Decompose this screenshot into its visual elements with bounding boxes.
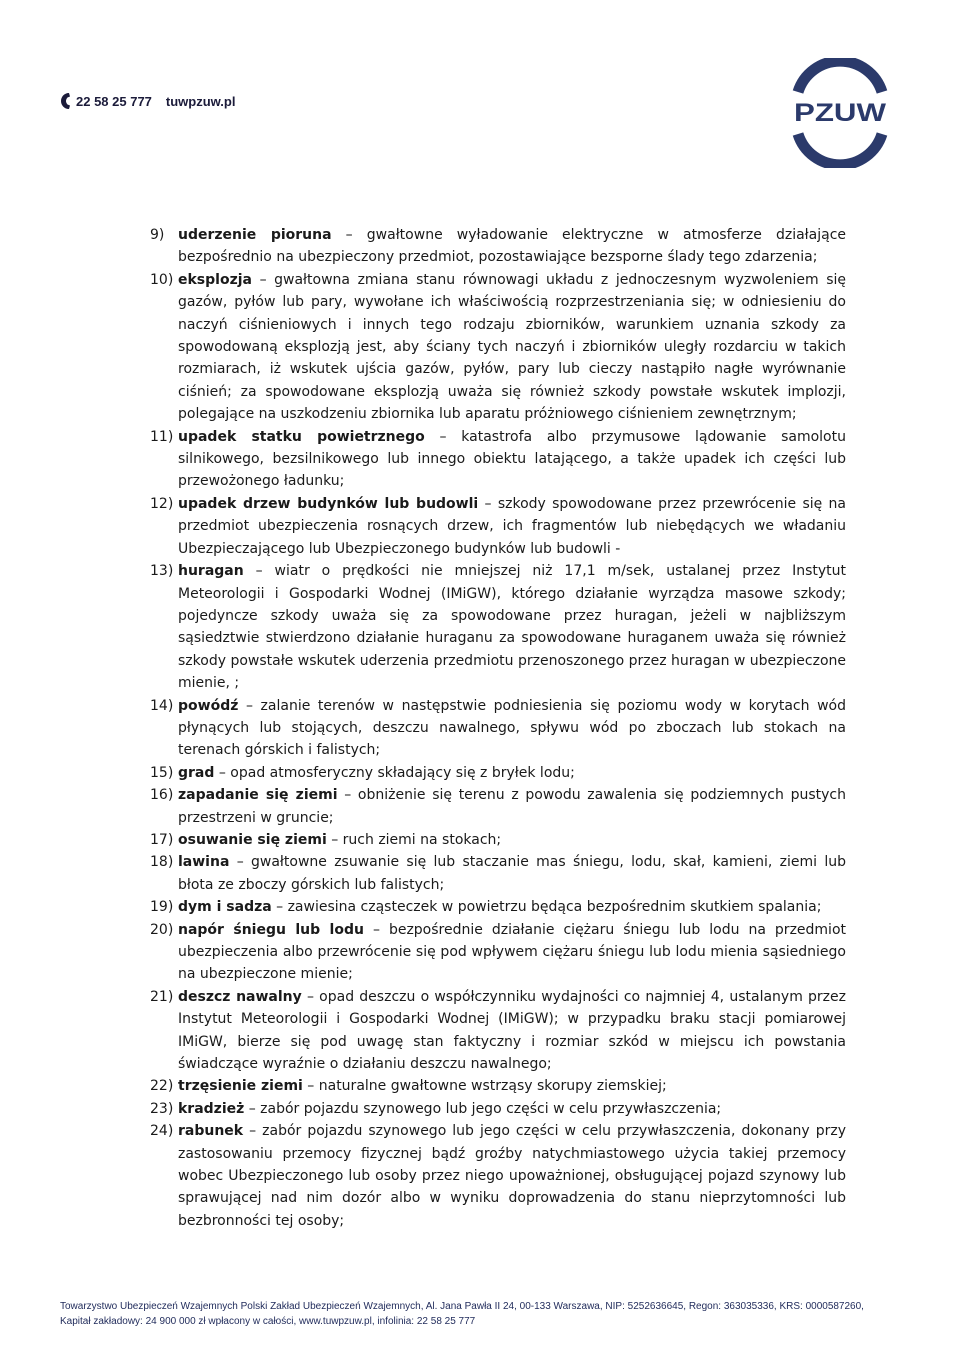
item-description: – naturalne gwałtowne wstrząsy skorupy ziemskiej;: [302, 1078, 667, 1095]
item-description: – zabór pojazdu szynowego lub jego części w celu przywłaszczenia, dokonany przy zastosowaniu przemocy fizycznej bądź groźby natychmiastowego użycia takiej przemocy wobec Ubezpieczonego lub osoby przez niego upoważnionej, obsługującej pojazd szynowy lub sprawującej nad nim dozór albo w wyniku doprowadzenia do stanu nieprzytomności lub bezbronności tej osoby;: [178, 1123, 846, 1229]
item-description: – opad atmosferyczny składający się z bryłek lodu;: [214, 764, 575, 781]
header-phone: 22 58 25 777: [76, 93, 152, 109]
logo-text: PZUW: [794, 99, 887, 127]
item-number: 9): [150, 227, 165, 243]
item-term: huragan: [178, 563, 244, 580]
item-term: kradzież: [178, 1100, 245, 1117]
item-description: – zalanie terenów w następstwie podniesienia się poziomu wody w korytach wód płynących lub stojących, deszczu nawalnego, spływu wód po zboczach lub stokach na terenach górskich i falistych;: [178, 697, 846, 759]
item-description: – zabór pojazdu szynowego lub jego części w celu przywłaszczenia;: [244, 1100, 722, 1117]
item-term: rabunek: [178, 1123, 244, 1140]
list-item: [150, 1098, 846, 1120]
item-term: deszcz nawalny: [178, 988, 302, 1005]
item-number: 10): [150, 271, 174, 288]
header-contact: [60, 92, 235, 110]
item-number: 19): [150, 899, 174, 916]
list-item: [150, 919, 846, 986]
item-text: [178, 560, 846, 694]
list-item: [150, 829, 846, 851]
item-text: [178, 1098, 846, 1120]
item-text: [178, 224, 846, 269]
item-description: – opad deszczu o współczynniku wydajności co najmniej 4, ustalanym przez Instytut Meteorologii i Gospodarki Wodnej (IMiGW); w przypadku braku stacji pomiarowej IMiGW, bierze się pod uwagę stan faktyczny i rozmiar szkód w miejscu ich powstania świadczące wyraźnie o działaniu deszczu nawalnego;: [178, 988, 846, 1073]
item-term: eksplozja: [178, 271, 252, 288]
item-term: upadek statku powietrznego: [178, 428, 425, 445]
item-description: – gwałtowna zmiana stanu równowagi układu z jednoczesnym wyzwoleniem się gazów, pyłów lub pary, wywołane ich właściwością rozprzestrzeniania się; w odniesieniu do naczyń ciśnieniowych i innych tego rodzaju zbiorników, warunkiem uznania szkody za spowodowaną eksplozją jest, aby ściany tych naczyń i zbiorników uległy rozdarciu w takich rozmiarach, iż wskutek ujścia gazów, pyłów, pary lub cieczy nastąpiło nagłe wyrównanie ciśnień; za spowodowane eksplozją uważa się również szkody powstałe wskutek implozji, polegające na uszkodzeniu zbiornika lub aparatu próżniowego ciśnieniem zewnętrznym;: [178, 271, 846, 423]
item-description: – ruch ziemi na stokach;: [326, 831, 502, 848]
item-number: 17): [150, 831, 174, 848]
item-text: [178, 426, 846, 493]
item-text: [178, 695, 846, 762]
item-term: lawina: [178, 854, 230, 871]
item-term: osuwanie się ziemi: [178, 831, 327, 848]
item-number: 15): [150, 764, 174, 781]
definitions-list: [150, 224, 846, 1232]
list-item: [150, 762, 846, 784]
item-term: powódź: [178, 697, 239, 714]
item-text: [178, 784, 846, 829]
header-website[interactable]: tuwpzuw.pl: [165, 93, 236, 109]
item-text: [178, 919, 846, 986]
item-number: 11): [150, 428, 174, 445]
item-number: 12): [150, 495, 174, 512]
item-text: [178, 493, 846, 560]
item-text: [178, 986, 846, 1076]
item-description: – gwałtowne zsuwanie się lub staczanie mas śniegu, lodu, skał, kamieni, ziemi lub błota ze zboczy górskich lub falistych;: [178, 854, 846, 893]
item-term: grad: [178, 764, 215, 781]
item-number: 20): [150, 921, 174, 938]
item-term: upadek drzew budynków lub budowli: [178, 495, 479, 512]
list-item: [150, 896, 846, 918]
item-term: napór śniegu lub lodu: [178, 921, 364, 938]
item-description: – bezpośrednie działanie ciężaru śniegu lub lodu na przedmiot ubezpieczenia albo przewrócenie się pod wpływem ciężaru śniegu lub lodu mienia sąsiedniego na ubezpieczone mienie;: [178, 921, 846, 983]
list-item: [150, 784, 846, 829]
item-text: [178, 269, 846, 426]
list-item: [150, 493, 846, 560]
list-item: [150, 1075, 846, 1097]
item-text: [178, 851, 846, 896]
item-description: – szkody spowodowane przez przewrócenie się na przedmiot ubezpieczenia rosnących drzew, ich fragmentów lub niebędących we władaniu Ubezpieczającego lub Ubezpieczonego budynków lub budowli -: [178, 495, 847, 557]
item-number: 24): [150, 1123, 174, 1140]
item-term: zapadanie się ziemi: [178, 787, 338, 804]
footer: [60, 1299, 920, 1329]
list-item: [150, 1120, 846, 1232]
item-text: [178, 896, 846, 918]
item-number: 22): [150, 1078, 174, 1095]
item-text: [178, 829, 846, 851]
list-item: [150, 269, 846, 426]
list-item: [150, 426, 846, 493]
list-item: [150, 560, 846, 694]
footer-line-2: Kapitał zakładowy: 24 900 000 zł wpłacony w całości, www.tuwpzuw.pl, infolinia: 22 58 25 777: [60, 1316, 476, 1327]
list-item: [150, 986, 846, 1076]
item-term: dym i sadza: [178, 899, 272, 916]
phone-icon: [60, 92, 72, 110]
item-description: – zawiesina cząsteczek w powietrzu będąca bezpośrednim skutkiem spalania;: [271, 899, 822, 916]
item-number: 14): [150, 697, 174, 714]
list-item: [150, 695, 846, 762]
item-number: 21): [150, 988, 174, 1005]
item-term: trzęsienie ziemi: [178, 1078, 303, 1095]
item-description: – obniżenie się terenu z powodu zawalenia się podziemnych pustych przestrzeni w gruncie;: [178, 787, 846, 826]
item-text: [178, 762, 846, 784]
footer-line-1: Towarzystwo Ubezpieczeń Wzajemnych Polski Zakład Ubezpieczeń Wzajemnych, Al. Jana Pawła II 24, 00-133 Warszawa, NIP: 5252636645, Regon: 363035336, KRS: 0000587260,: [60, 1301, 864, 1312]
item-number: 16): [150, 787, 174, 804]
item-description: – gwałtowne wyładowanie elektryczne w atmosferze działające bezpośrednio na ubezpieczony przedmiot, pozostawiające bezsporne ślady tego zdarzenia;: [178, 227, 847, 266]
item-description: – wiatr o prędkości nie mniejszej niż 17,1 m/sek, ustalanej przez Instytut Meteorologii i Gospodarki Wodnej (IMiGW), którego działanie wyrządza masowe szkody; pojedyncze szkody uważa się za spowodowane przez huragan, jeżeli w najbliższym sąsiedztwie stwierdzono działanie huraganu za spowodowane huraganem uważa się również szkody powstałe wskutek uderzenia przedmiotu przenoszonego przez huragan w ubezpieczone mienie, ;: [178, 563, 847, 692]
pzuw-logo: [790, 58, 890, 168]
item-text: [178, 1075, 846, 1097]
item-number: 13): [150, 563, 174, 580]
item-number: 18): [150, 854, 174, 871]
item-description: – katastrofa albo przymusowe lądowanie samolotu silnikowego, bezsilnikowego lub innego obiektu latającego, a także upadek ich części lub przewożonego ładunku;: [178, 428, 846, 490]
item-number: 23): [150, 1100, 174, 1117]
list-item: [150, 224, 846, 269]
item-text: [178, 1120, 846, 1232]
item-term: uderzenie pioruna: [178, 227, 332, 243]
list-item: [150, 851, 846, 896]
